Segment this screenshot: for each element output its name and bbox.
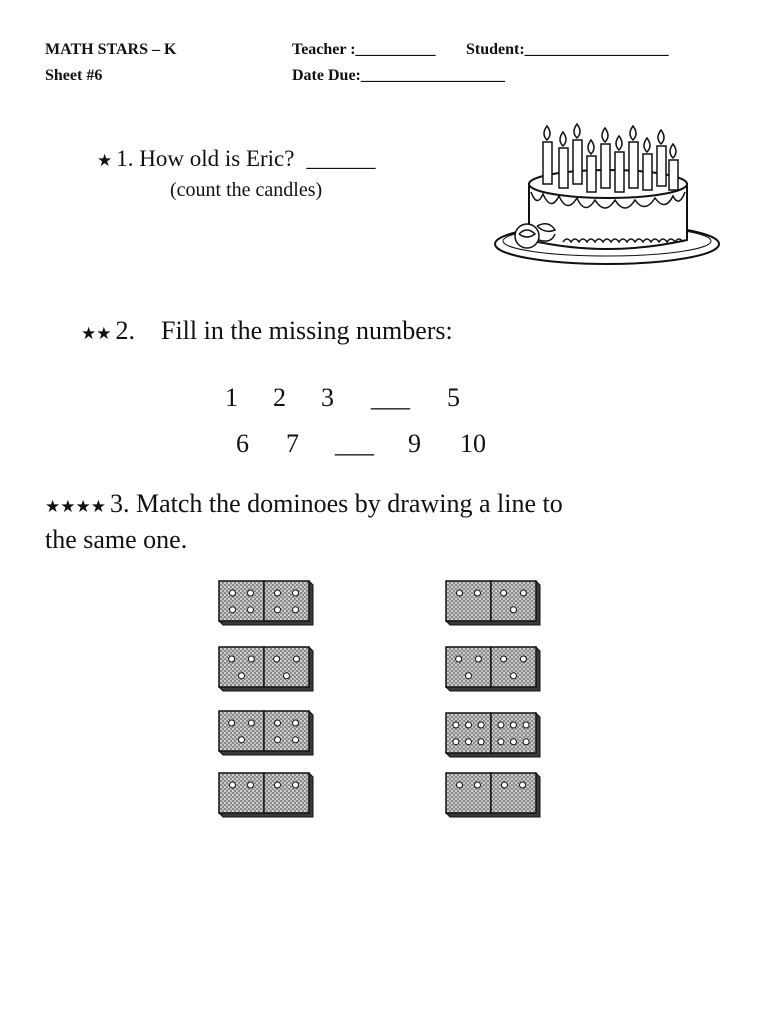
domino-half <box>491 647 536 687</box>
domino-right-3[interactable] <box>445 712 541 758</box>
domino-pip <box>275 737 281 743</box>
missing-number-blank[interactable]: ___ <box>335 429 374 458</box>
sequence-number: 7 <box>286 429 299 458</box>
domino-half <box>446 713 491 753</box>
domino-pip <box>501 590 507 596</box>
domino-pip <box>478 722 484 728</box>
domino-half <box>219 773 264 813</box>
domino-right-1[interactable] <box>445 580 541 626</box>
date-due-field[interactable]: Date Due:__________________ <box>292 67 505 84</box>
domino-pip <box>293 590 299 596</box>
question-2 <box>81 316 453 346</box>
domino-pip <box>498 739 504 745</box>
domino-pip <box>275 607 281 613</box>
domino-half <box>491 581 536 621</box>
domino-left-2[interactable] <box>218 646 314 692</box>
domino-half <box>264 773 309 813</box>
domino-pip <box>475 782 481 788</box>
domino-pip <box>275 720 281 726</box>
question-1 <box>97 146 375 172</box>
domino-pip <box>239 737 245 743</box>
domino-left-4[interactable] <box>218 772 314 818</box>
domino-right-4[interactable] <box>445 772 541 818</box>
star-icon: ★ <box>97 151 113 170</box>
domino-half <box>491 773 536 813</box>
domino-pip <box>248 656 254 662</box>
domino-pip <box>293 607 299 613</box>
sequence-number: 1 <box>225 383 238 412</box>
domino-pip <box>501 656 507 662</box>
domino-pip <box>293 656 299 662</box>
domino-pip <box>239 673 245 679</box>
domino-half <box>219 711 264 751</box>
domino-pip <box>453 722 459 728</box>
domino-pip <box>293 737 299 743</box>
domino-pip <box>502 782 508 788</box>
domino-pip <box>456 656 462 662</box>
domino-pip <box>229 720 235 726</box>
domino-pip <box>230 782 236 788</box>
domino-pip <box>229 656 235 662</box>
domino-pip <box>274 656 280 662</box>
domino-pip <box>511 673 517 679</box>
domino-half <box>446 581 491 621</box>
domino-half <box>264 647 309 687</box>
missing-number-blank[interactable]: ___ <box>371 383 410 412</box>
question-1-hint: (count the candles) <box>170 179 323 201</box>
sequence-number: 9 <box>408 429 421 458</box>
domino-pip <box>230 607 236 613</box>
domino-pip <box>453 739 459 745</box>
domino-left-3[interactable] <box>218 710 314 756</box>
domino-pip <box>478 739 484 745</box>
birthday-cake-image <box>493 122 721 270</box>
sequence-number: 2 <box>273 383 286 412</box>
domino-pip <box>511 739 517 745</box>
domino-pip <box>520 782 526 788</box>
domino-half <box>264 711 309 751</box>
domino-half <box>491 713 536 753</box>
domino-pip <box>457 782 463 788</box>
sequence-number: 3 <box>321 383 334 412</box>
domino-pip <box>511 722 517 728</box>
domino-pip <box>293 782 299 788</box>
sequence-number: 5 <box>447 383 460 412</box>
domino-pip <box>248 607 254 613</box>
sequence-number: 10 <box>460 429 486 458</box>
domino-pip <box>275 590 281 596</box>
domino-half <box>264 581 309 621</box>
domino-half <box>219 647 264 687</box>
star-icon: ★★★★ <box>45 497 106 516</box>
sequence-number: 6 <box>236 429 249 458</box>
domino-pip <box>520 656 526 662</box>
domino-pip <box>230 590 236 596</box>
domino-pip <box>475 656 481 662</box>
domino-half <box>219 581 264 621</box>
domino-pip <box>284 673 290 679</box>
question-3 <box>45 489 563 519</box>
domino-pip <box>275 782 281 788</box>
student-field[interactable]: Student:__________________ <box>466 41 669 58</box>
domino-pip <box>466 673 472 679</box>
domino-pip <box>466 739 472 745</box>
question-2-text: Fill in the missing numbers: <box>160 316 453 345</box>
question-3-text: 3. Match the dominoes by drawing a line to <box>109 489 563 518</box>
sheet-number: Sheet #6 <box>45 67 103 84</box>
domino-pip <box>248 720 254 726</box>
domino-pip <box>523 722 529 728</box>
domino-pip <box>248 590 254 596</box>
domino-pip <box>248 782 254 788</box>
star-icon: ★★ <box>81 324 112 343</box>
worksheet-title: MATH STARS – K <box>45 41 177 58</box>
domino-pip <box>523 739 529 745</box>
domino-pip <box>498 722 504 728</box>
domino-half <box>446 773 491 813</box>
domino-left-1[interactable] <box>218 580 314 626</box>
teacher-field[interactable]: Teacher :__________ <box>292 41 436 58</box>
domino-pip <box>293 720 299 726</box>
domino-pip <box>466 722 472 728</box>
question-3-text-continued: the same one. <box>45 525 188 554</box>
question-1-text: 1. How old is Eric? <box>116 146 295 171</box>
domino-half <box>446 647 491 687</box>
answer-blank-1[interactable]: ______ <box>306 146 376 171</box>
domino-pip <box>457 590 463 596</box>
question-2-number: 2. <box>115 316 135 345</box>
domino-right-2[interactable] <box>445 646 541 692</box>
domino-pip <box>475 590 481 596</box>
domino-pip <box>520 590 526 596</box>
domino-pip <box>511 607 517 613</box>
